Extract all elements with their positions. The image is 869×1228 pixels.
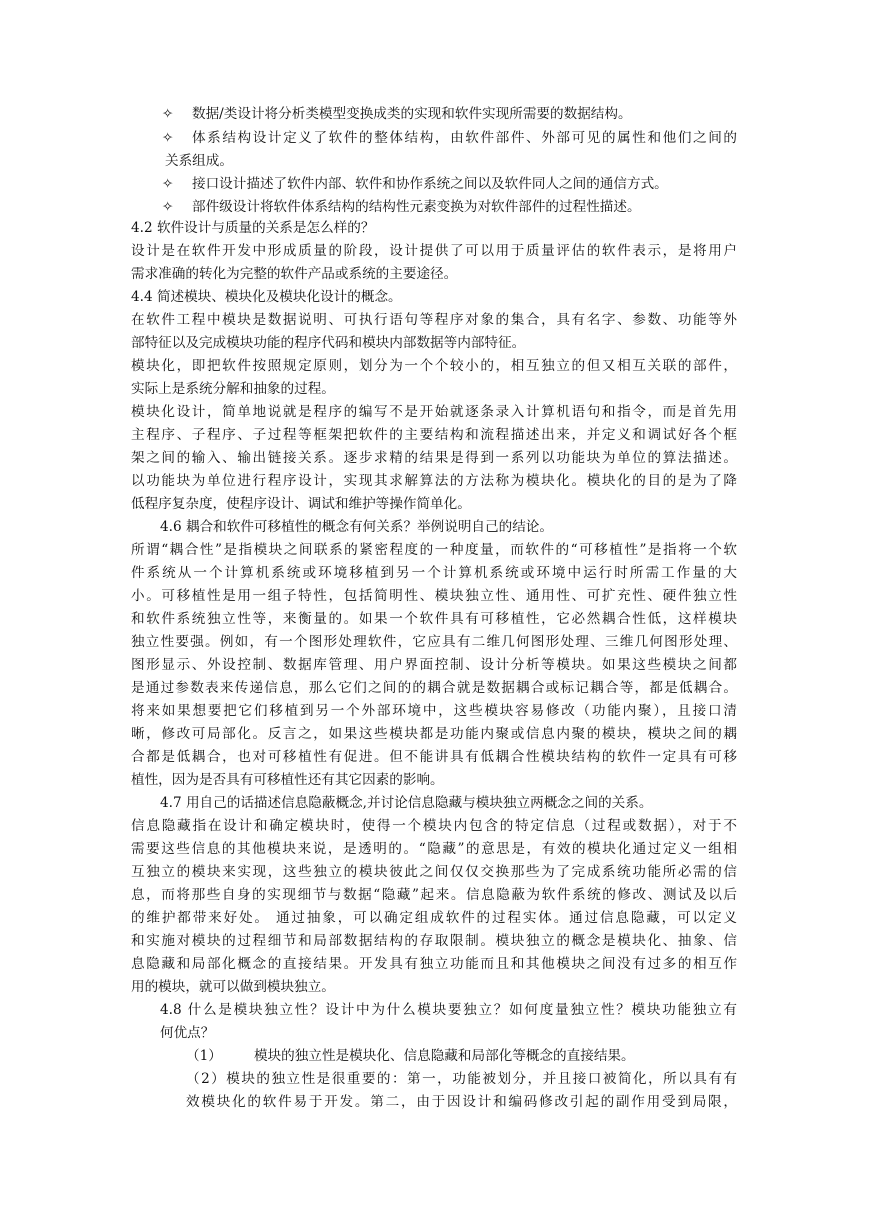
bullet-item-1: 数据/类设计将分析类模型变换成类的实现和软件实现所需要的数据结构。 (192, 106, 632, 122)
question-4-6-title: 4.6 耦合和软件可移植性的概念有何关系？举例说明自己的结论。 (160, 519, 553, 535)
list-number-1: （1） (186, 1048, 222, 1064)
answer-4-6-line-10: 合都是低耦合，也对可移植性有促进。但不能讲具有低耦合性模块结构的软件一定具有可移 (131, 749, 737, 765)
question-4-4-title: 4.4 简述模块、模块化及模块化设计的概念。 (131, 289, 402, 305)
bullet-item-3: 接口设计描述了软件内部、软件和协作系统之间以及软件同人之间的通信方式。 (192, 176, 668, 192)
answer-4-4-p3-line-5: 低程序复杂度，使程序设计、调试和维护等操作简单化。 (131, 496, 471, 512)
answer-4-6-line-2: 件系统从一个计算机系统或环境移植到另一个计算机系统或环境中运行时所需工作量的大 (131, 565, 737, 581)
answer-4-4-p3-line-2: 主程序、子程序、子过程等框架把软件的主要结构和流程描述出来，并定义和调试好各个框 (131, 427, 737, 443)
answer-4-7-line-4: 息，而将那些自身的实现细节与数据“隐藏”起来。信息隐蔽为软件系统的修改、测试及以后 (131, 887, 737, 903)
answer-4-7-line-2: 需要这些信息的其他模块来说，是透明的。“隐藏”的意思是，有效的模块化通过定义一组相 (131, 841, 737, 857)
bullet-item-2-line-2: 关系组成。 (165, 153, 233, 169)
answer-4-8-item-2-line-2: 效模块化的软件易于开发。第二，由于因设计和编码修改引起的副作用受到局限， (186, 1094, 737, 1110)
answer-4-6-line-5: 独立性要强。例如，有一个图形处理软件，它应具有二维几何图形处理、三维几何图形处理、 (131, 634, 737, 650)
answer-4-2-line-1: 设计是在软件开发中形成质量的阶段，设计提供了可以用于质量评估的软件表示，是将用户 (131, 243, 737, 259)
question-4-7-title: 4.7 用自己的话描述信息隐蔽概念,并讨论信息隐藏与模块独立两概念之间的关系。 (160, 795, 653, 811)
answer-4-7-line-8: 用的模块，就可以做到模块独立。 (131, 979, 335, 995)
answer-4-4-p3-line-3: 架之间的输入、输出链接关系。逐步求精的结果是得到一系列以功能块为单位的算法描述。 (131, 450, 737, 466)
answer-4-8-item-1: 模块的独立性是模块化、信息隐藏和局部化等概念的直接结果。 (254, 1048, 635, 1064)
answer-4-7-line-7: 息隐藏和局部化概念的直接结果。开发具有独立功能而且和其他模块之间没有过多的相互作 (131, 956, 737, 972)
diamond-bullet-icon: ✧ (162, 176, 174, 192)
answer-4-4-p2-line-2: 实际上是系统分解和抽象的过程。 (131, 381, 335, 397)
answer-4-6-line-9: 晰，修改可局部化。反言之，如果这些模块都是功能内聚或信息内聚的模块，模块之间的耦 (131, 726, 737, 742)
answer-4-6-line-6: 图形显示、外设控制、数据库管理、用户界面控制、设计分析等模块。如果这些模块之间都 (131, 657, 737, 673)
bullet-item-4: 部件级设计将软件体系结构的结构性元素变换为对软件部件的过程性描述。 (192, 199, 641, 215)
diamond-bullet-icon: ✧ (162, 106, 174, 122)
answer-4-4-p3-line-1: 模块化设计，简单地说就是程序的编写不是开始就逐条录入计算机语句和指令，而是首先用 (131, 404, 737, 420)
answer-4-6-line-8: 将来如果想要把它们移植到另一个外部环境中，这些模块容易修改（功能内聚），且接口清 (131, 703, 737, 719)
answer-4-6-line-7: 是通过参数表来传递信息，那么它们之间的的耦合就是数据耦合或标记耦合等，都是低耦合。 (131, 680, 737, 696)
answer-4-4-p3-line-4: 以功能块为单位进行程序设计，实现其求解算法的方法称为模块化。模块化的目的是为了降 (131, 473, 737, 489)
answer-4-8-item-2-line-1: （2）模块的独立性是很重要的：第一，功能被划分，并且接口被简化，所以具有有 (186, 1071, 737, 1087)
answer-4-2-line-2: 需求准确的转化为完整的软件产品或系统的主要途径。 (131, 266, 458, 282)
question-4-8-title-line-2: 何优点？ (160, 1025, 215, 1041)
answer-4-6-line-11: 植性，因为是否具有可移植性还有其它因素的影响。 (131, 772, 444, 788)
answer-4-6-line-4: 和软件系统独立性等，来衡量的。如果一个软件具有可移植性，它必然耦合性低，这样模块 (131, 611, 737, 627)
question-4-2-title: 4.2 软件设计与质量的关系是怎么样的？ (131, 220, 375, 236)
bullet-item-2-line-1: 体系结构设计定义了软件的整体结构，由软件部件、外部可见的属性和他们之间的 (192, 130, 737, 146)
answer-4-6-line-1: 所谓“耦合性”是指模块之间联系的紧密程度的一种度量，而软件的“可移植性”是指将一个软 (131, 542, 737, 558)
answer-4-7-line-1: 信息隐藏指在设计和确定模块时，使得一个模块内包含的特定信息（过程或数据），对于不 (131, 818, 737, 834)
diamond-bullet-icon: ✧ (162, 130, 174, 146)
answer-4-4-p1-line-1: 在软件工程中模块是数据说明、可执行语句等程序对象的集合，具有名字、参数、功能等外 (131, 312, 737, 328)
answer-4-4-p2-line-1: 模块化，即把软件按照规定原则，划分为一个个较小的，相互独立的但又相互关联的部件， (131, 358, 737, 374)
answer-4-7-line-3: 互独立的模块来实现，这些独立的模块彼此之间仅仅交换那些为了完成系统功能所必需的信 (131, 864, 737, 880)
answer-4-6-line-3: 小。可移植性是用一组子特性，包括简明性、模块独立性、通用性、可扩充性、硬件独立性 (131, 588, 737, 604)
answer-4-4-p1-line-2: 部特征以及完成模块功能的程序代码和模块内部数据等内部特征。 (131, 335, 526, 351)
diamond-bullet-icon: ✧ (162, 199, 174, 215)
answer-4-7-line-5: 的维护都带来好处。 通过抽象，可以确定组成软件的过程实体。通过信息隐藏，可以定义 (131, 910, 737, 926)
answer-4-7-line-6: 和实施对模块的过程细节和局部数据结构的存取限制。模块独立的概念是模块化、抽象、信 (131, 933, 737, 949)
question-4-8-title-line-1: 4.8 什么是模块独立性？设计中为什么模块要独立？如何度量独立性？模块功能独立有 (160, 1002, 737, 1018)
